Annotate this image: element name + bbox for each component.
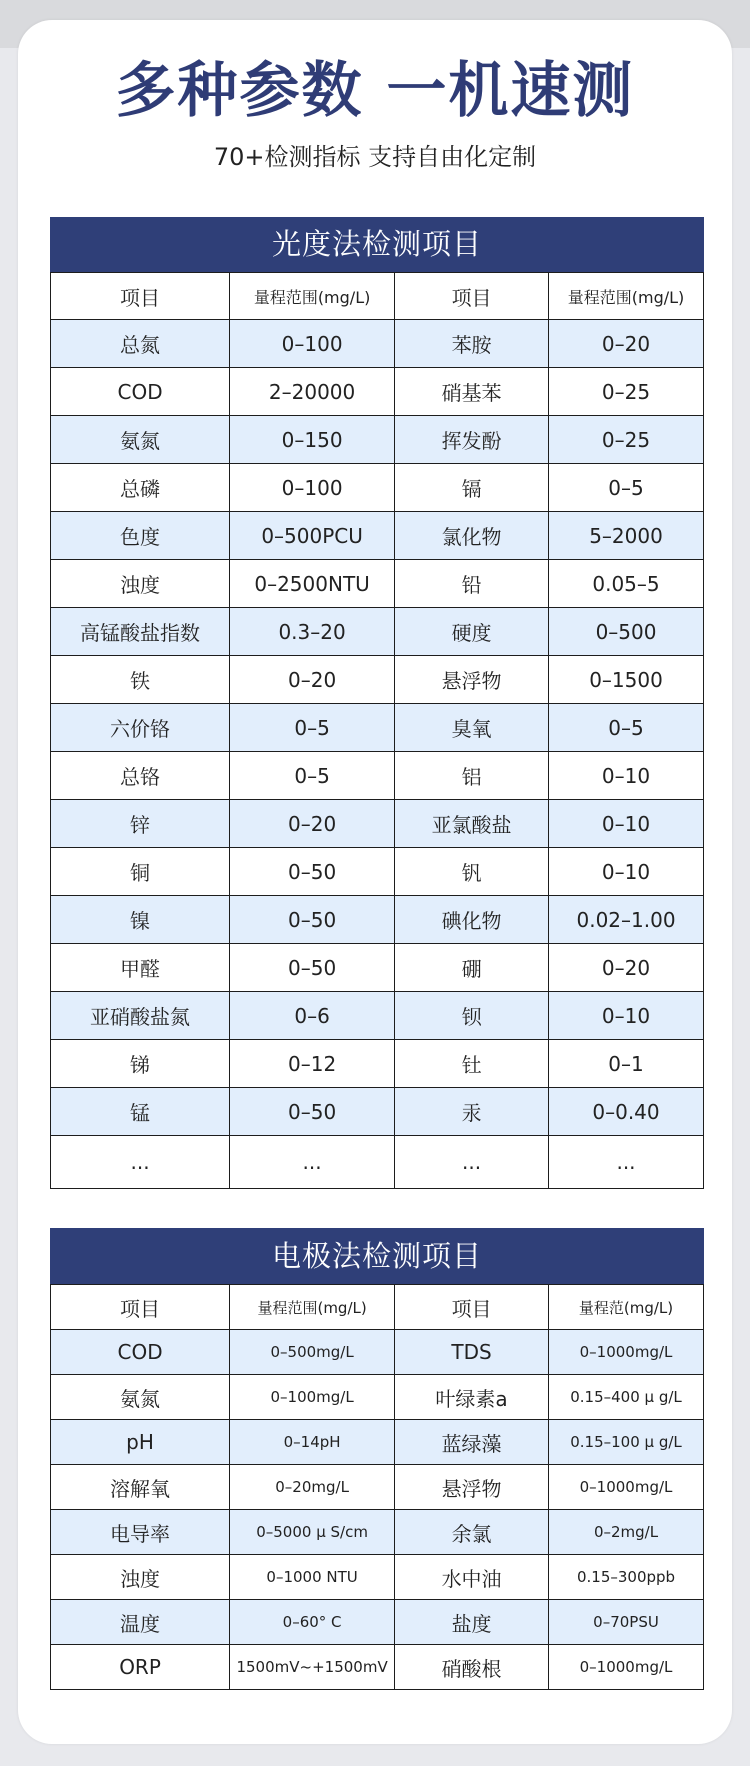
table-cell: 0.15–100 μ g/L — [549, 1420, 704, 1465]
table-cell: 总铬 — [51, 752, 230, 800]
table-cell: 5–2000 — [549, 512, 704, 560]
table-cell: 0–1000 NTU — [230, 1555, 395, 1600]
table-header-row — [51, 273, 704, 320]
table-cell: 0–1 — [549, 1040, 704, 1088]
table-cell: 0–14pH — [230, 1420, 395, 1465]
table-row — [51, 1330, 704, 1375]
table-cell: 0.3–20 — [230, 608, 395, 656]
table-cell: 镍 — [51, 896, 230, 944]
photometric-table — [50, 272, 704, 1189]
table-row — [51, 320, 704, 368]
table-row — [51, 1510, 704, 1555]
table-cell: 铅 — [395, 560, 549, 608]
table-row — [51, 1465, 704, 1510]
column-header: 项目 — [51, 273, 230, 320]
table-cell: TDS — [395, 1330, 549, 1375]
table-cell: 挥发酚 — [395, 416, 549, 464]
table-cell: 0–70PSU — [549, 1600, 704, 1645]
table-cell: 0–1500 — [549, 656, 704, 704]
table-cell: 苯胺 — [395, 320, 549, 368]
table-cell: 铝 — [395, 752, 549, 800]
table-cell: 0–50 — [230, 848, 395, 896]
table-row — [51, 512, 704, 560]
table-row — [51, 752, 704, 800]
table-cell: 亚硝酸盐氮 — [51, 992, 230, 1040]
table-cell: 0–150 — [230, 416, 395, 464]
table-cell: 0–10 — [549, 800, 704, 848]
table-row — [51, 1555, 704, 1600]
table-cell: 1500mV~+1500mV — [230, 1645, 395, 1690]
table-cell: 0–5000 μ S/cm — [230, 1510, 395, 1555]
table-row — [51, 416, 704, 464]
table-header-row — [51, 1285, 704, 1330]
table-cell: 0.02–1.00 — [549, 896, 704, 944]
table-cell: 0–500PCU — [230, 512, 395, 560]
table-cell: 镉 — [395, 464, 549, 512]
column-header: 量程范围(mg/L) — [230, 1285, 395, 1330]
column-header: 量程范围(mg/L) — [230, 273, 395, 320]
table-row — [51, 992, 704, 1040]
table-cell: 0–20 — [230, 656, 395, 704]
table-cell: 硝酸根 — [395, 1645, 549, 1690]
table-cell: 余氯 — [395, 1510, 549, 1555]
table-cell: 钡 — [395, 992, 549, 1040]
table-cell: 浊度 — [51, 1555, 230, 1600]
table-cell: 钍 — [395, 1040, 549, 1088]
table-row — [51, 1136, 704, 1189]
table-row — [51, 704, 704, 752]
table-cell: ... — [51, 1136, 230, 1189]
table-cell: 总氮 — [51, 320, 230, 368]
table-row — [51, 1420, 704, 1465]
table-cell: 浊度 — [51, 560, 230, 608]
table-cell: 0–6 — [230, 992, 395, 1040]
page-title: 多种参数 一机速测 — [115, 56, 635, 126]
table-cell: 锌 — [51, 800, 230, 848]
table-cell: 0–60° C — [230, 1600, 395, 1645]
table-cell: 0–5 — [230, 752, 395, 800]
table-cell: ... — [230, 1136, 395, 1189]
table-cell: 铜 — [51, 848, 230, 896]
table-cell: 0–20mg/L — [230, 1465, 395, 1510]
table-cell: ... — [395, 1136, 549, 1189]
table-cell: 悬浮物 — [395, 656, 549, 704]
column-header: 项目 — [395, 273, 549, 320]
table-cell: 0–5 — [549, 464, 704, 512]
table-cell: 盐度 — [395, 1600, 549, 1645]
table-row — [51, 848, 704, 896]
table-cell: ... — [549, 1136, 704, 1189]
electrode-section — [50, 1228, 704, 1690]
table-cell: 0.05–5 — [549, 560, 704, 608]
table-row — [51, 656, 704, 704]
table-row — [51, 1375, 704, 1420]
table-cell: 0–5 — [549, 704, 704, 752]
table-row — [51, 1645, 704, 1690]
table-cell: 0–25 — [549, 416, 704, 464]
table-cell: 0–500mg/L — [230, 1330, 395, 1375]
photometric-section — [50, 217, 704, 1189]
table-cell: 0–20 — [230, 800, 395, 848]
table-cell: 0–50 — [230, 1088, 395, 1136]
table-cell: 0–10 — [549, 848, 704, 896]
table-cell: 硝基苯 — [395, 368, 549, 416]
table-cell: 0–10 — [549, 992, 704, 1040]
table-cell: 水中油 — [395, 1555, 549, 1600]
table-cell: 铁 — [51, 656, 230, 704]
table-cell: 硬度 — [395, 608, 549, 656]
table-row — [51, 368, 704, 416]
table-cell: 氯化物 — [395, 512, 549, 560]
table-cell: 0–5 — [230, 704, 395, 752]
table-row — [51, 1040, 704, 1088]
table-cell: 0–100 — [230, 320, 395, 368]
column-header: 项目 — [395, 1285, 549, 1330]
table-cell: 0–1000mg/L — [549, 1330, 704, 1375]
table-cell: 0–50 — [230, 944, 395, 992]
table-cell: 氨氮 — [51, 416, 230, 464]
table-cell: 悬浮物 — [395, 1465, 549, 1510]
table-cell: 0–1000mg/L — [549, 1645, 704, 1690]
table-cell: 0–100mg/L — [230, 1375, 395, 1420]
column-header: 量程范围(mg/L) — [549, 273, 704, 320]
table-cell: 锰 — [51, 1088, 230, 1136]
table-cell: 0–10 — [549, 752, 704, 800]
table-row — [51, 464, 704, 512]
page-subtitle: 70+检测指标 支持自由化定制 — [213, 143, 537, 171]
table-cell: 氨氮 — [51, 1375, 230, 1420]
electrode-table — [50, 1284, 704, 1690]
table-cell: 总磷 — [51, 464, 230, 512]
table-cell: 汞 — [395, 1088, 549, 1136]
table-cell: 0.15–300ppb — [549, 1555, 704, 1600]
table-cell: 溶解氧 — [51, 1465, 230, 1510]
table-cell: 硼 — [395, 944, 549, 992]
electrode-section-title: 电极法检测项目 — [50, 1228, 704, 1284]
table-cell: 亚氯酸盐 — [395, 800, 549, 848]
table-cell: 锑 — [51, 1040, 230, 1088]
table-cell: 2–20000 — [230, 368, 395, 416]
table-cell: 高锰酸盐指数 — [51, 608, 230, 656]
table-cell: COD — [51, 368, 230, 416]
table-cell: 甲醛 — [51, 944, 230, 992]
table-cell: 0–12 — [230, 1040, 395, 1088]
table-cell: ORP — [51, 1645, 230, 1690]
table-cell: 0–2500NTU — [230, 560, 395, 608]
table-cell: 钒 — [395, 848, 549, 896]
table-cell: 碘化物 — [395, 896, 549, 944]
table-cell: 0–100 — [230, 464, 395, 512]
table-cell: 0–20 — [549, 320, 704, 368]
table-cell: 0–500 — [549, 608, 704, 656]
photometric-section-title: 光度法检测项目 — [50, 217, 704, 272]
table-cell: 蓝绿藻 — [395, 1420, 549, 1465]
table-cell: 色度 — [51, 512, 230, 560]
table-row — [51, 896, 704, 944]
table-row — [51, 944, 704, 992]
table-row — [51, 560, 704, 608]
table-cell: pH — [51, 1420, 230, 1465]
table-row — [51, 608, 704, 656]
column-header: 项目 — [51, 1285, 230, 1330]
table-cell: 0–0.40 — [549, 1088, 704, 1136]
table-cell: 电导率 — [51, 1510, 230, 1555]
table-row — [51, 800, 704, 848]
table-cell: 0–20 — [549, 944, 704, 992]
table-cell: COD — [51, 1330, 230, 1375]
table-cell: 0–50 — [230, 896, 395, 944]
table-cell: 0–25 — [549, 368, 704, 416]
table-cell: 温度 — [51, 1600, 230, 1645]
table-row — [51, 1600, 704, 1645]
table-cell: 叶绿素a — [395, 1375, 549, 1420]
table-cell: 臭氧 — [395, 704, 549, 752]
column-header: 量程范(mg/L) — [549, 1285, 704, 1330]
table-cell: 0.15–400 μ g/L — [549, 1375, 704, 1420]
table-cell: 六价铬 — [51, 704, 230, 752]
table-cell: 0–2mg/L — [549, 1510, 704, 1555]
table-row — [51, 1088, 704, 1136]
table-cell: 0–1000mg/L — [549, 1465, 704, 1510]
